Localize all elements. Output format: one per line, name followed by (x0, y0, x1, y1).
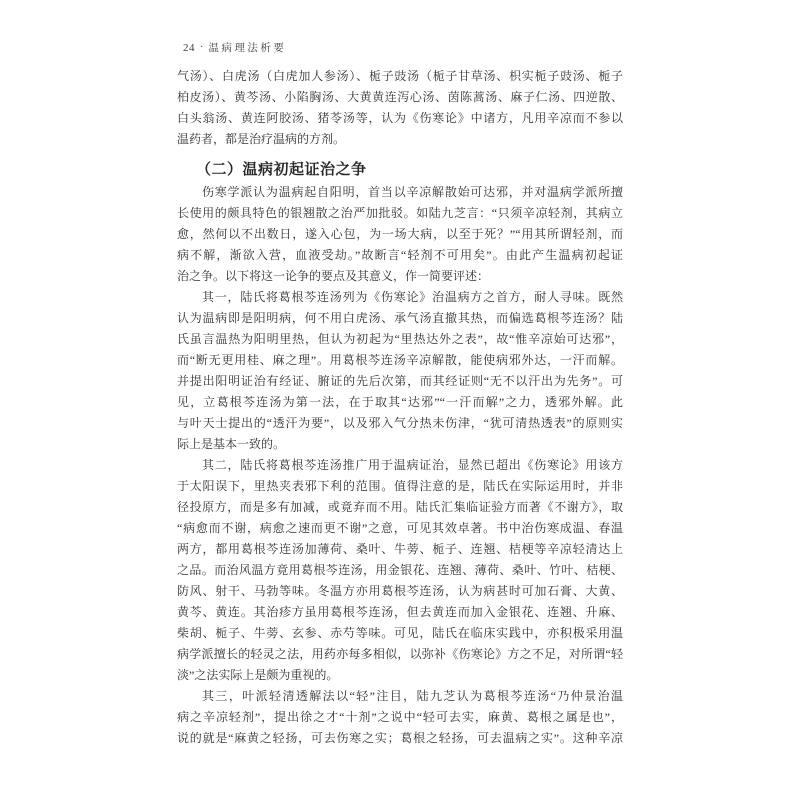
text-line: 长使用的颇具特色的银翘散之治严加批驳。如陆九芝言：“只须辛凉轻剂，其病立 (177, 206, 623, 220)
header-separator-dot: · (200, 42, 204, 53)
text-line: 病之辛凉轻剂”，提出徐之才“十剂”之说中“轻可去实，麻黄、葛根之属是也”， (177, 710, 623, 724)
text-line: 际上是基本一致的。 (177, 437, 286, 451)
page-number: 24 (183, 41, 195, 54)
text-line: 与叶天士提出的“透汗为要”，以及邪入气分热未伤津，“犹可清热透表”的原则实 (177, 416, 623, 430)
text-line: 于太阳误下，里热夹表邪下利的范围。值得注意的是，陆氏在实际运用时，并非 (177, 479, 623, 493)
text-line: 两方，都用葛根芩连汤加薄荷、桑叶、牛蒡、栀子、连翘、桔梗等辛凉轻清达上 (177, 542, 623, 556)
text-line: 伤寒学派认为温病起自阳明，首当以辛凉解散始可达邪，并对温病学派所擅 (202, 185, 623, 199)
text-line: 氏虽言温热为阳明里热，但认为初起为“里热达外之表”，故“惟辛凉始可达邪”， (177, 332, 623, 346)
text-line: 黄芩、黄连。其治疹方虽用葛根芩连汤，但去黄连而加入金银花、连翘、升麻、 (177, 605, 623, 619)
text-line: 淡”之法实际上是颇为重视的。 (177, 668, 339, 682)
text-line: 并提出阳明证治有经证、腑证的先后次第，而其经证则“无不以汗出为先务”。可 (177, 374, 623, 388)
text-line: 而“断无更用桂、麻之理”。用葛根芩连汤辛凉解散，能使病邪外达，一汗而解。 (177, 353, 623, 367)
text-line: 治之争。以下将这一论争的要点及其意义，作一简要评述： (177, 269, 490, 283)
text-line: 柴胡、栀子、牛蒡、玄参、赤芍等味。可见，陆氏在临床实践中，亦积极采用温 (177, 626, 623, 640)
text-line: 其二，陆氏将葛根芩连汤推广用于温病证治，显然已超出《伤寒论》用该方 (202, 458, 623, 472)
text-line: 病不解，渐欲入营，血液受劫。”故断言“轻剂不可用矣”。由此产生温病初起证 (177, 248, 623, 262)
text-line: 说的就是“麻黄之轻扬，可去伤寒之实；葛根之轻扬，可去温病之实”。这种辛凉 (177, 731, 623, 745)
book-title: 温病理法析要 (208, 43, 287, 54)
text-line: 其一，陆氏将葛根芩连汤列为《伤寒论》治温病方之首方，耐人寻味。既然 (202, 290, 623, 304)
text-line: 病学派擅长的轻灵之法，用药亦每多相似，以弥补《伤寒论》方之不足，对所谓“轻 (177, 647, 623, 661)
text-line: 温药者，都是治疗温病的方剂。 (177, 132, 346, 146)
text-line: 防风、射干、马勃等味。冬温方亦用葛根芩连汤，认为病甚时可加石膏、大黄、 (177, 584, 623, 598)
text-line: 认为温病即是阳明病，何不用白虎汤、承气汤直撤其热，而偏选葛根芩连汤？陆 (177, 311, 623, 325)
text-line: 白头翁汤、黄连阿胶汤、猪苓汤等，认为《伤寒论》中诸方，凡用辛凉而不参以 (177, 111, 623, 125)
section-heading: （二）温病初起证治之争 (196, 162, 367, 178)
text-line: 其三，叶派轻清透解法以“轻”注目，陆九芝认为葛根芩连汤“乃仲景治温 (202, 689, 623, 703)
text-line: 之品。而治风温方竟用葛根芩连汤，用金银花、连翘、薄荷、桑叶、竹叶、桔梗、 (177, 563, 623, 577)
text-block (177, 66, 623, 749)
running-head (183, 40, 286, 55)
text-line: 愈，然何以不出数日，遂入心包，为一场大病，以至于死？”“用其所谓轻剂，而 (177, 227, 623, 241)
text-line: 气汤）、白虎汤（白虎加人参汤）、栀子豉汤（栀子甘草汤、枳实栀子豉汤、栀子 (177, 69, 623, 83)
text-line: 径投原方，而是多有加减，或竟弃而不用。陆氏汇集临证验方而著《不谢方》，取 (177, 500, 623, 514)
text-line: 见，立葛根芩连汤为第一法，在于取其“达邪”“一汗而解”之力，透邪外解。此 (177, 395, 623, 409)
text-line: 柏皮汤）、黄芩汤、小陷胸汤、大黄黄连泻心汤、茵陈蒿汤、麻子仁汤、四逆散、 (177, 90, 623, 104)
text-line: “病愈而不谢，病愈之速而更不谢”之意，可见其效卓著。书中治伤寒成温、春温 (177, 521, 623, 535)
